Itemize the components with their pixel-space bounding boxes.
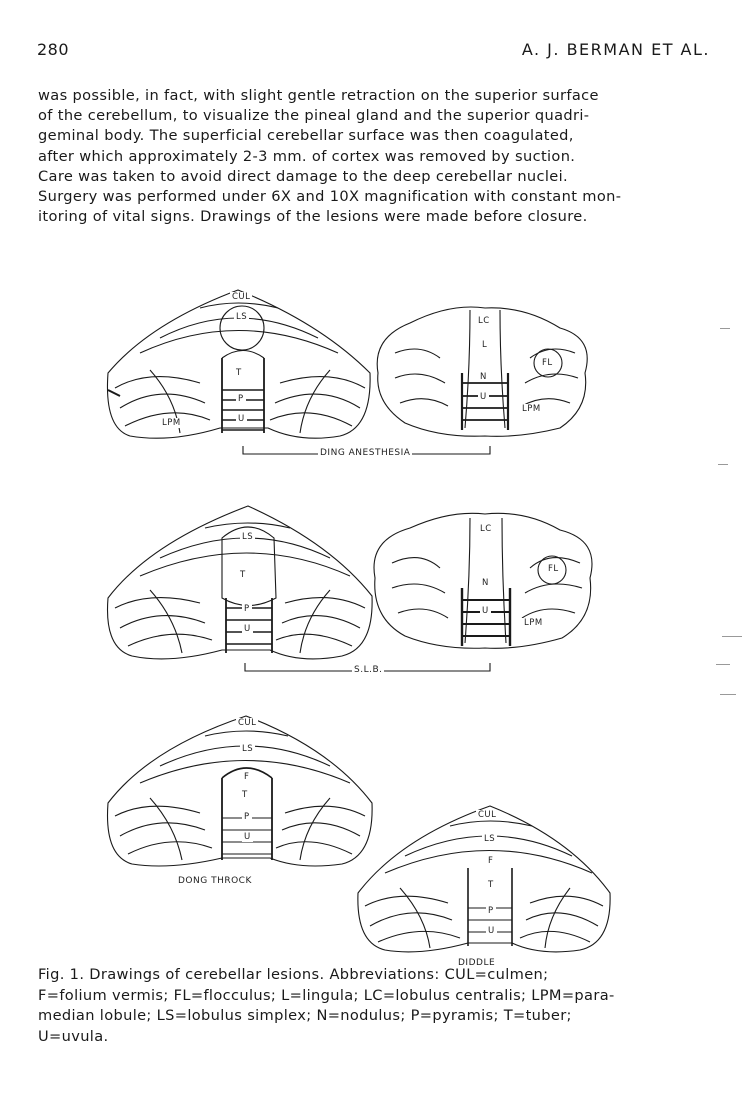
body-line: itoring of vital signs. Drawings of the lesions were made before closure.: [38, 208, 588, 226]
label-u-ventral: U: [480, 392, 487, 402]
body-line: was possible, in fact, with slight gentle retraction on the superior surface: [38, 87, 599, 104]
caption-line: F=folium vermis; FL=flocculus; L=lingula; LC=lobulus centralis; LPM=para-: [38, 986, 615, 1004]
body-line: of the cerebellum, to visualize the pineal gland and the superior quadri-: [38, 107, 590, 125]
margin-mark: [716, 664, 730, 665]
caption-line: Fig. 1. Drawings of cerebellar lesions. Abbreviations: CUL=culmen;: [38, 966, 549, 983]
label-ls: LS: [242, 532, 254, 542]
label-t: T: [242, 790, 248, 800]
label-cul: CUL: [232, 292, 251, 302]
label-cul: CUL: [238, 718, 257, 728]
label-u: U: [244, 832, 251, 842]
subject-label-diddle: DIDDLE: [458, 958, 496, 968]
label-t: T: [236, 368, 242, 378]
margin-mark: [722, 636, 742, 637]
cerebellum-drawings: [0, 278, 750, 968]
label-p: P: [238, 394, 244, 404]
caption-line: median lobule; LS=lobulus simplex; N=nodulus; P=pyramis; T=tuber;: [38, 1007, 572, 1024]
running-head: A. J. BERMAN ET AL.: [521, 40, 710, 59]
label-u: U: [488, 926, 495, 936]
label-t: T: [240, 570, 246, 580]
subject-label-dong-throck: DONG THROCK: [178, 876, 252, 886]
body-line: after which approximately 2-3 mm. of cortex was removed by suction.: [38, 147, 576, 165]
label-fl: FL: [542, 358, 553, 368]
margin-mark: [720, 694, 736, 695]
label-ls: LS: [242, 744, 254, 754]
drawing-dorsal-diddle: [358, 806, 610, 952]
label-l: L: [482, 340, 488, 350]
label-t: T: [488, 880, 494, 890]
label-n: N: [482, 578, 489, 588]
label-lpm-ventral: LPM: [524, 618, 543, 628]
cerebellum-figure: [0, 278, 750, 968]
margin-mark: [720, 328, 730, 329]
label-lc: LC: [480, 524, 492, 534]
label-f: F: [244, 772, 250, 782]
drawing-dorsal-slb: [108, 506, 373, 659]
caption-line: U=uvula.: [38, 1027, 109, 1045]
label-u: U: [238, 414, 245, 424]
label-p: P: [244, 812, 250, 822]
label-ls: LS: [236, 312, 248, 322]
body-line: Surgery was performed under 6X and 10X magnification with constant mon-: [38, 188, 622, 206]
body-paragraph: [38, 86, 718, 227]
label-u: U: [244, 624, 251, 634]
page-number: 280: [37, 40, 70, 59]
margin-mark: [718, 464, 728, 465]
figure-caption: [38, 965, 728, 1047]
body-line: Care was taken to avoid direct damage to the deep cerebellar nuclei.: [38, 167, 569, 185]
label-p: P: [488, 906, 494, 916]
label-f: F: [488, 856, 494, 866]
label-lc: LC: [478, 316, 490, 326]
label-cul: CUL: [478, 810, 497, 820]
body-line: geminal body. The superficial cerebellar surface was then coagulated,: [38, 127, 574, 145]
label-fl: FL: [548, 564, 559, 574]
label-lpm: LPM: [162, 418, 181, 428]
label-u-ventral: U: [482, 606, 489, 616]
label-n: N: [480, 372, 487, 382]
label-p: P: [244, 604, 250, 614]
label-lpm-ventral: LPM: [522, 404, 541, 414]
label-ls: LS: [484, 834, 496, 844]
subject-label-slb: S.L.B.: [354, 665, 383, 675]
subject-label-ding-anesthesia: DING ANESTHESIA: [320, 448, 411, 458]
